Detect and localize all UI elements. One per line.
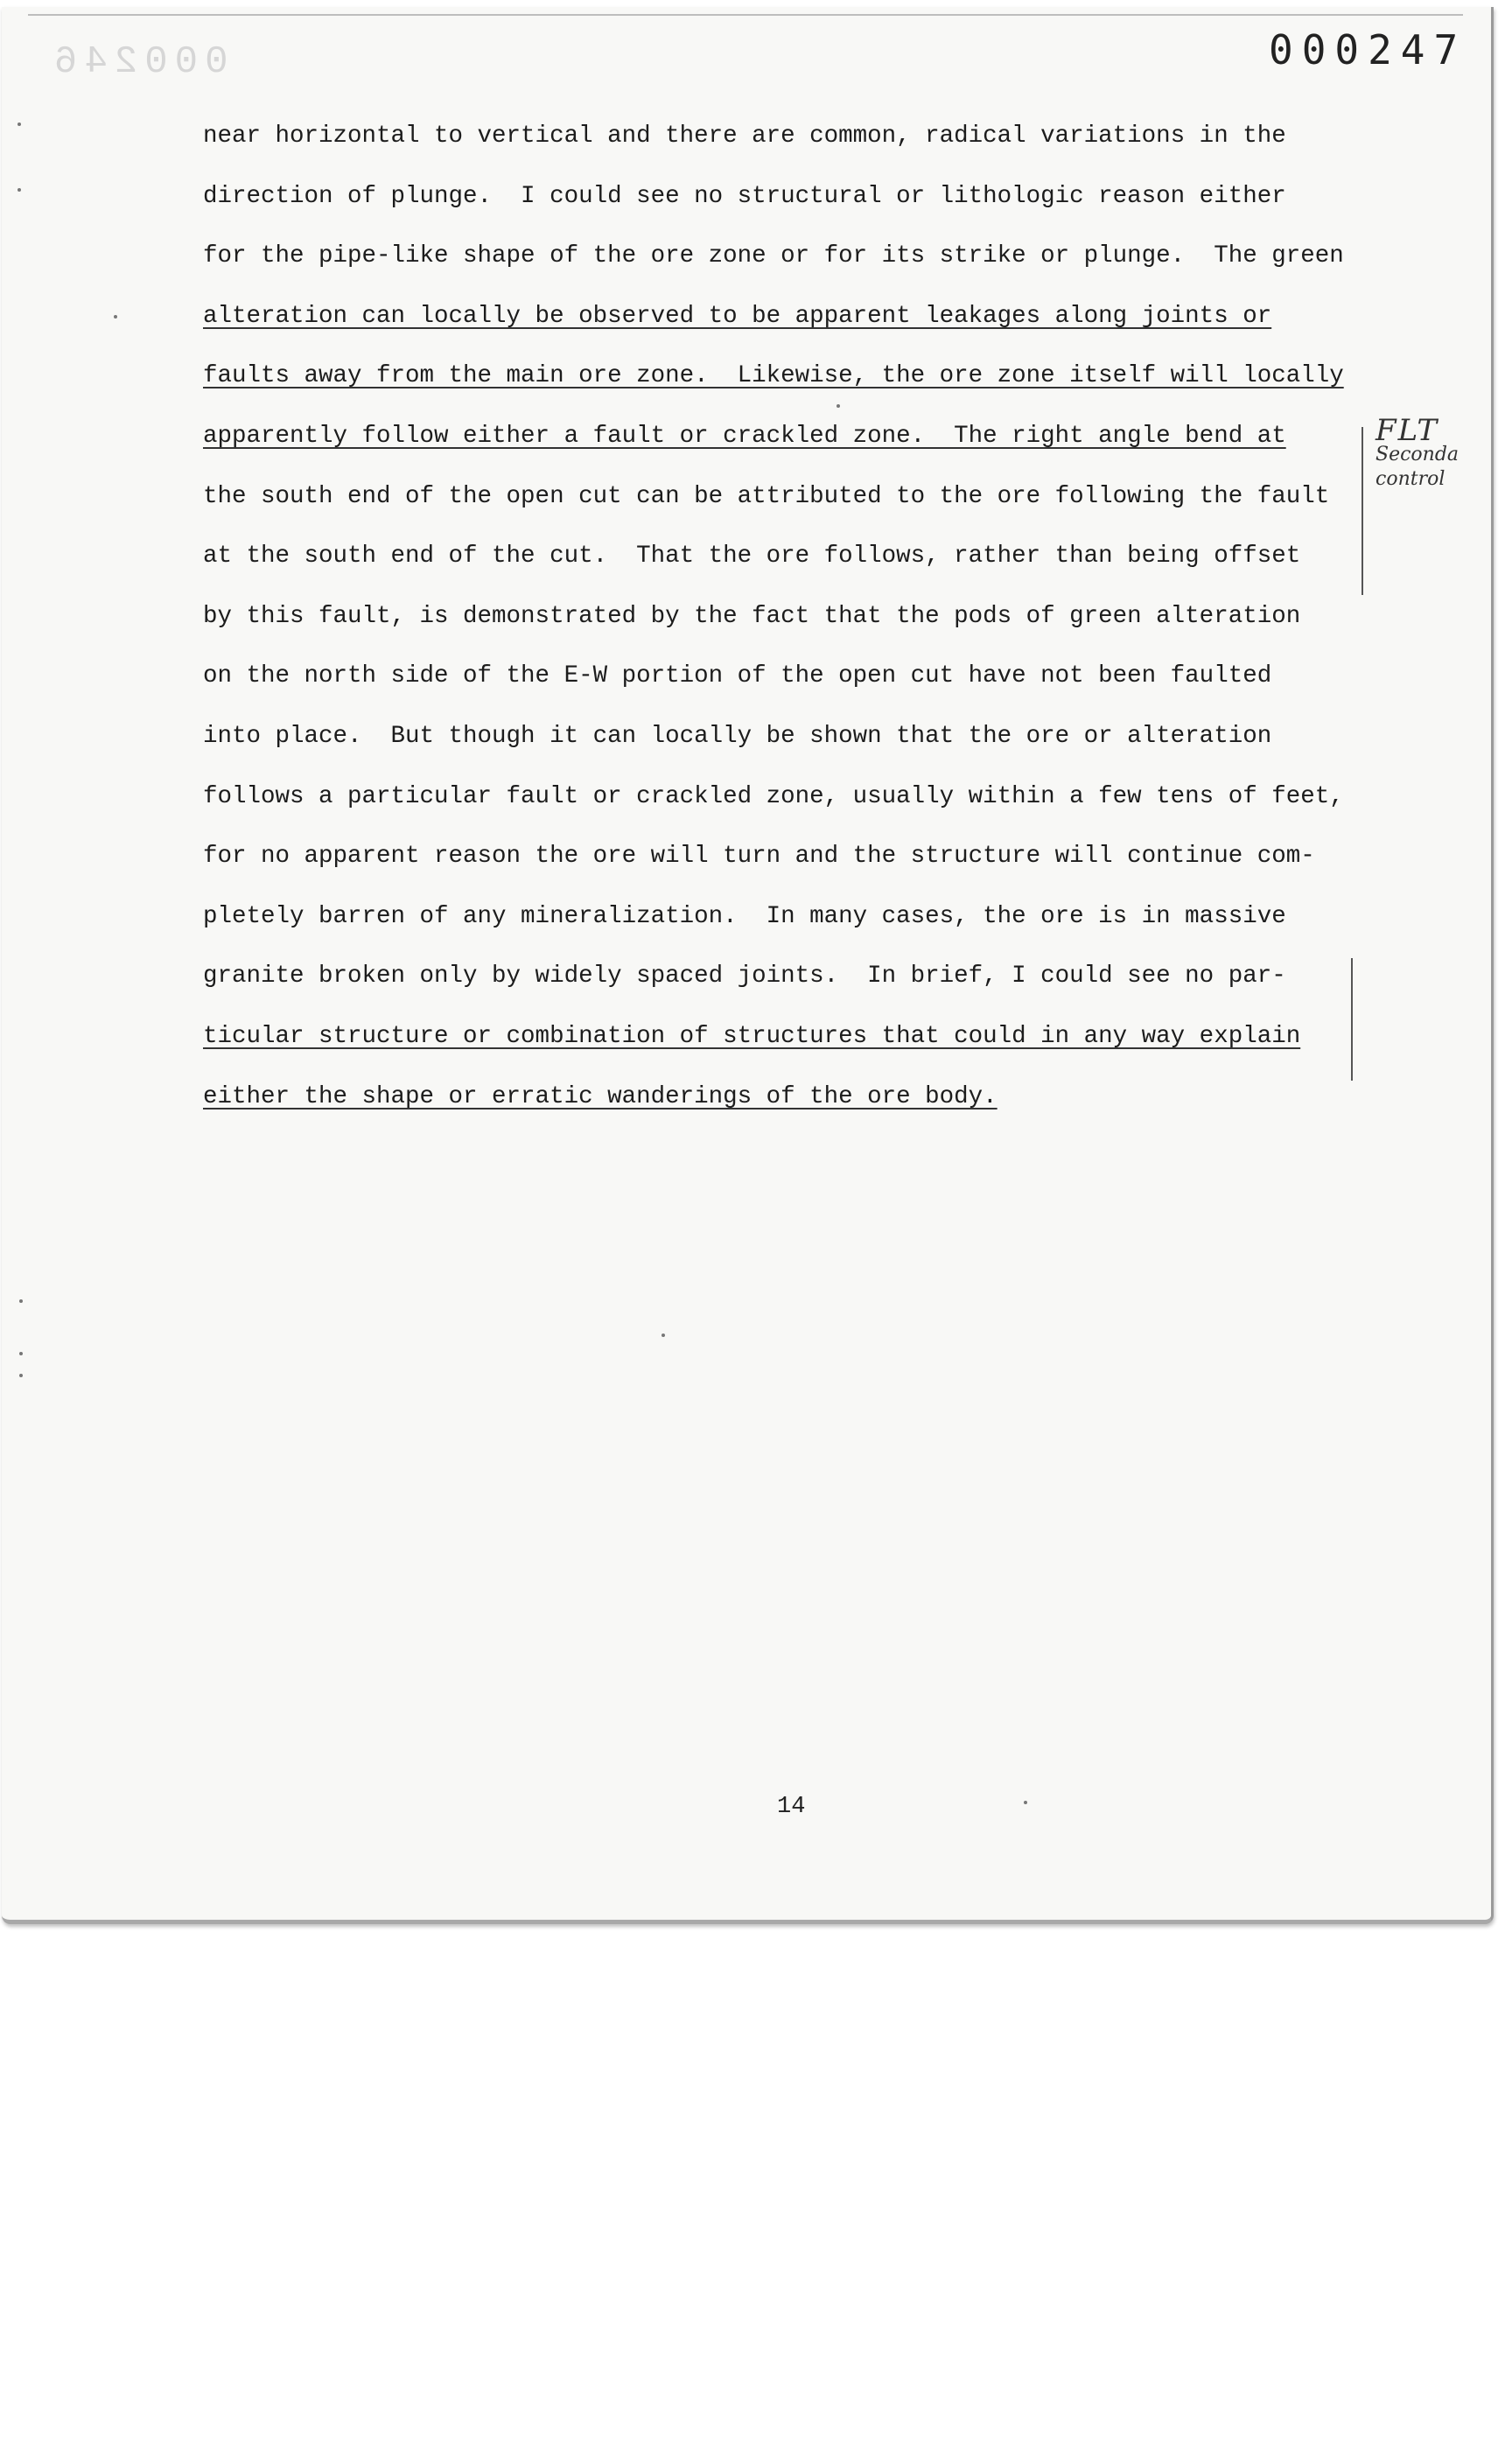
text-line: granite broken only by widely spaced joints. In brief, I could see no par- [203,962,1286,990]
text-line: apparently follow either a fault or crackled zone. The right angle bend at [203,422,1286,450]
page-top-edge [28,14,1463,16]
text-line: by this fault, is demonstrated by the fact that the pods of green alteration [203,602,1301,630]
text-line: at the south end of the cut. That the ore follows, rather than being offset [203,542,1301,570]
scan-speck [1024,1801,1027,1804]
margin-note-line: FLT [1376,413,1439,448]
margin-note-line: control [1376,468,1446,490]
scan-speck [18,188,21,192]
margin-note-line: Seconda [1376,444,1460,466]
scan-speck [662,1334,665,1337]
handwritten-margin-note [1362,413,1502,523]
scan-speck [114,315,117,318]
text-line: either the shape or erratic wanderings of the ore body. [203,1082,998,1110]
text-line: on the north side of the E-W portion of the open cut have not been faulted [203,662,1272,690]
bleed-through-number: 000246 [47,40,228,84]
text-line: the south end of the open cut can be attributed to the ore following the fault [203,482,1330,510]
document-number: 000247 [1269,26,1467,74]
text-line: direction of plunge. I could see no structural or lithologic reason either [203,182,1286,210]
text-line: alteration can locally be observed to be apparent leakages along joints or [203,302,1272,330]
scan-speck [19,1352,23,1355]
text-line: follows a particular fault or crackled zone, usually within a few tens of feet, [203,782,1344,810]
scan-speck [19,1299,23,1303]
text-line: into place. But though it can locally be shown that the ore or alteration [203,722,1272,750]
page-number: 14 [777,1794,806,1820]
body-text [203,112,1393,1132]
scan-speck [18,122,21,126]
text-line: for no apparent reason the ore will turn and the structure will continue com- [203,843,1315,871]
text-line: for the pipe-like shape of the ore zone or for its strike or plunge. The green [203,242,1344,270]
text-line: pletely barren of any mineralization. In many cases, the ore is in massive [203,902,1286,930]
scan-speck [19,1374,23,1377]
text-line: faults away from the main ore zone. Likewise, the ore zone itself will locally [203,362,1344,390]
scan-speck [836,404,840,408]
margin-bracket [1351,958,1353,1081]
text-line: near horizontal to vertical and there are common, radical variations in the [203,122,1286,150]
text-line: ticular structure or combination of structures that could in any way explain [203,1022,1301,1050]
